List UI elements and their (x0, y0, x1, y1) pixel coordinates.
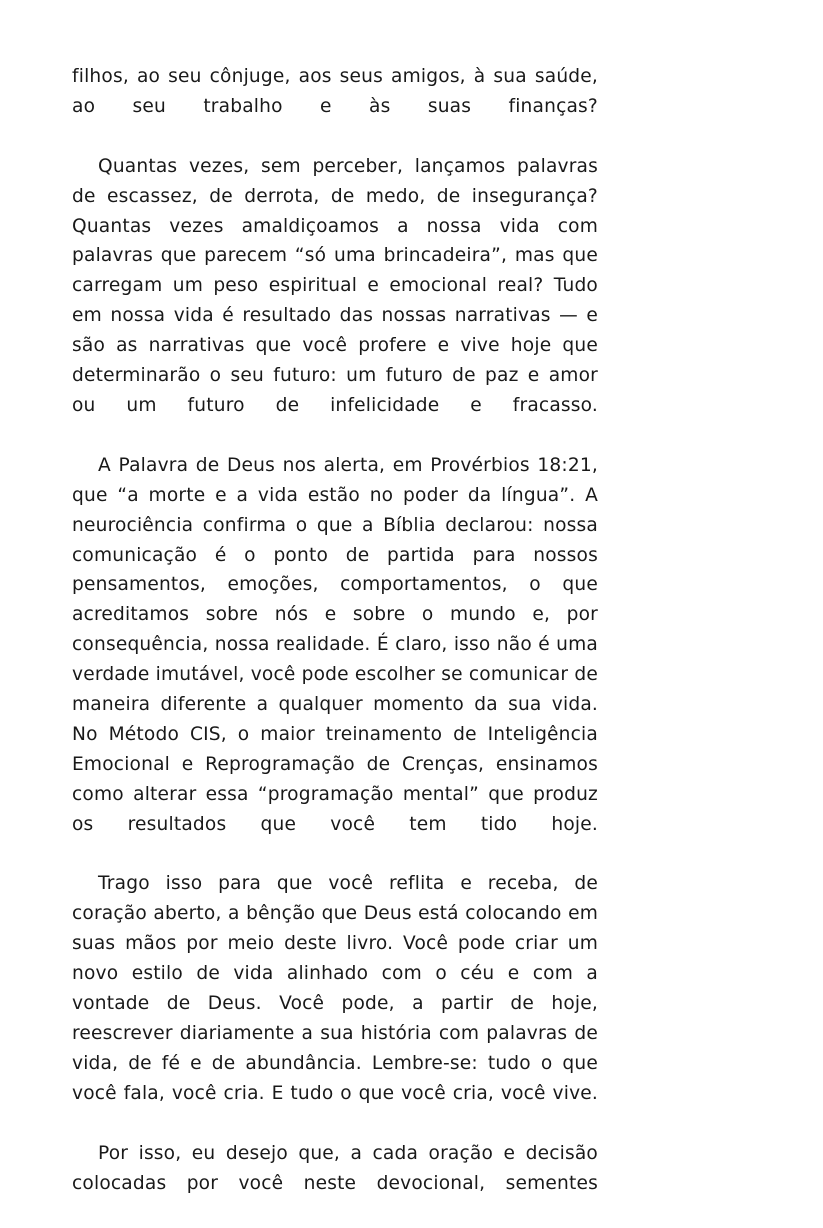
paragraph: A Palavra de Deus nos alerta, em Provérbios 18:21, que “a morte e a vida estão no poder da língua”. A neurociência confirma o que a Bíblia declarou: nossa comunicação é o ponto de partida para nossos pensamentos, emoções, comportamentos, o que acreditamos sobre nós e sobre o mundo e, por consequência, nossa realidade. É claro, isso não é uma verdade imutável, você pode escolher se comunicar de maneira diferente a qualquer momento da sua vida. No Método CIS, o maior treinamento de Inteligência Emocional e Reprogramação de Crenças, ensinamos como alterar essa “programação mental” que produz os resultados que você tem tido hoje. (72, 454, 598, 835)
paragraph: filhos, ao seu cônjuge, aos seus amigos, à sua saúde, ao seu trabalho e às suas finanças? (72, 66, 598, 117)
paragraph: Trago isso para que você reflita e receba, de coração aberto, a bênção que Deus está colocando em suas mãos por meio deste livro. Você pode criar um novo estilo de vida alinhado com o céu e com a vontade de Deus. Você pode, a partir de hoje, reescrever diariamente a sua história com palavras de vida, de fé e de abundância. Lembre-se: tudo o que você fala, você cria. E tudo o que você cria, você vive. (72, 873, 598, 1104)
paragraph: Quantas vezes, sem perceber, lançamos palavras de escassez, de derrota, de medo, de insegurança? Quantas vezes amaldiçoamos a nossa vida com palavras que parecem “só uma brincadeira”, mas que carregam um peso espiritual e emocional real? Tudo em nossa vida é resultado das nossas narrativas — e são as narrativas que você profere e vive hoje que determinarão o seu futuro: um futuro de paz e amor ou um futuro de infelicidade e fracasso. (72, 155, 598, 416)
paragraph: Por isso, eu desejo que, a cada oração e decisão colocadas por você neste devocional, sementes (72, 1142, 598, 1194)
body-text-column (72, 62, 598, 1228)
